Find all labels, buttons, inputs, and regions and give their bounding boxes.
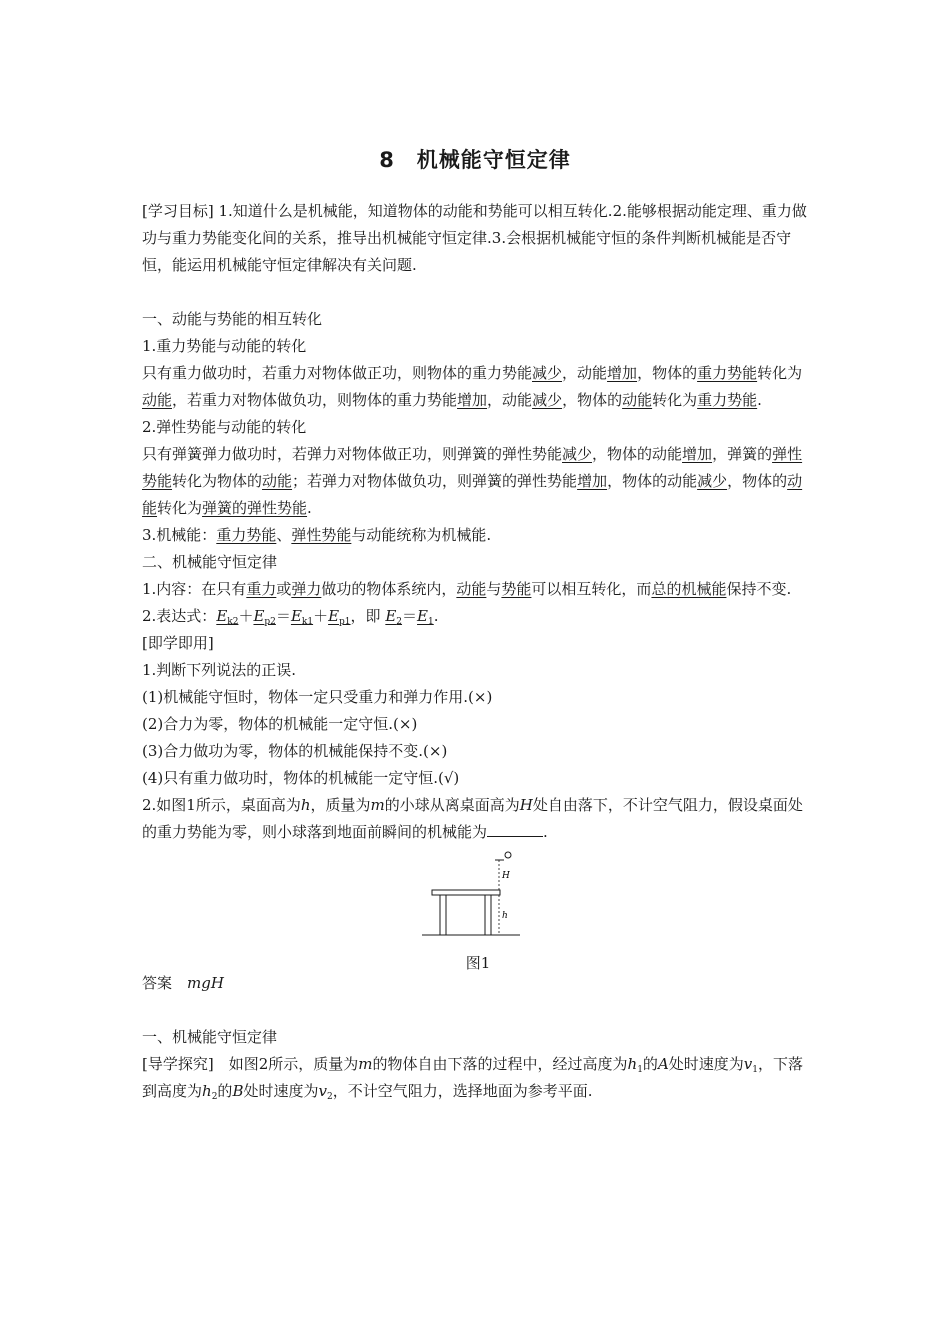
subsection-heading: 1.重力势能与动能的转化 — [142, 337, 307, 355]
paragraph-law-content: 1.内容：在只有重力或弹力做功的物体系统内，动能与势能可以相互转化，而总的机械能保持不变. — [142, 580, 792, 598]
fill-answer: 增加 — [457, 391, 488, 409]
fill-answer: 增加 — [682, 445, 713, 463]
paragraph-elastic-kinetic: 只有弹簧弹力做功时，若弹力对物体做正功，则弹簧的弹性势能减少，物体的动能增加，弹簧的弹性势能转化为物体的动能；若弹力对物体做负功，则弹簧的弹性势能增加，物体的动能减少，物体的动能转化为弹簧的弹性势能. — [142, 445, 803, 517]
fill-answer: 动能 — [262, 472, 293, 490]
ball — [505, 852, 511, 858]
formula-term: $E_1$ — [417, 607, 434, 627]
document-body — [142, 198, 814, 1105]
objectives-label: [学习目标] — [142, 202, 214, 220]
table-ball-diagram — [422, 850, 542, 948]
quiz-question-1: 1.判断下列说法的正误. — [142, 661, 297, 679]
explore-paragraph: [导学探究] 如图2所示，质量为m的物体自由下落的过程中，经过高度为$h_1$的A处时速度为$v_1$，下落到高度为$h_2$的B处时速度为$v_2$，不计空气阻力，选择地面为参考平面. — [142, 1055, 804, 1102]
quiz-label: [即学即用] — [142, 634, 214, 652]
answer-blank — [487, 822, 543, 837]
formula-term: $E_{k2}$ — [216, 607, 239, 627]
fill-answer: 弹簧的弹性势能 — [202, 499, 308, 517]
fill-answer: 增加 — [607, 364, 638, 382]
answer-label: 答案 — [142, 974, 173, 992]
figure-1 — [142, 850, 814, 970]
quiz-item: (4)只有重力做功时，物体的机械能一定守恒.(√) — [142, 769, 460, 787]
fill-answer: 重力势能 — [697, 364, 758, 382]
fill-answer: 增加 — [577, 472, 608, 490]
fill-answer: 重力势能 — [216, 526, 277, 544]
fill-answer: 势能 — [501, 580, 532, 598]
fill-answer: 重力 — [246, 580, 277, 598]
fill-answer: 减少 — [697, 472, 728, 490]
fill-answer: 减少 — [532, 364, 563, 382]
section-heading: 一、动能与势能的相互转化 — [142, 310, 323, 328]
table-top — [432, 890, 500, 895]
answer-value: mgH — [187, 974, 224, 992]
formula-term: $E_{p1}$ — [328, 607, 351, 627]
formula-term: $E_{k1}$ — [290, 607, 314, 627]
paragraph-gravity-kinetic: 只有重力做功时，若重力对物体做正功，则物体的重力势能减少，动能增加，物体的重力势能转化为动能，若重力对物体做负功，则物体的重力势能增加，动能减少，物体的动能转化为重力势能. — [142, 364, 803, 409]
fill-answer: 减少 — [532, 391, 563, 409]
fill-answer: 弹力 — [291, 580, 322, 598]
section-heading: 一、机械能守恒定律 — [142, 1028, 278, 1046]
expression-line: 2.表达式：$E_{k2}+E_{p2}=E_{k1}+E_{p1}$，即 $E_2=E_1$. — [142, 607, 439, 627]
fill-answer: 动能 — [142, 472, 803, 517]
quiz-item: (1)机械能守恒时，物体一定只受重力和弹力作用.(×) — [142, 688, 493, 706]
page-title: 8 机械能守恒定律 — [379, 148, 571, 172]
subsection-heading: 2.弹性势能与动能的转化 — [142, 418, 307, 436]
label-H: H — [502, 871, 510, 881]
fill-answer: 动能 — [456, 580, 487, 598]
quiz-item: (3)合力做功为零，物体的机械能保持不变.(×) — [142, 742, 448, 760]
fill-answer: 总的机械能 — [651, 580, 727, 598]
fill-answer: 弹性势能 — [142, 445, 803, 490]
formula-term: $E_2$ — [385, 607, 403, 627]
fill-answer: 重力势能 — [697, 391, 758, 409]
quiz-question-2: 2.如图1所示，桌面高为h，质量为m的小球从离桌面高为H处自由落下，不计空气阻力，假设桌面处的重力势能为零，则小球落到地面前瞬间的机械能为 . — [142, 796, 803, 841]
fill-answer: 动能 — [142, 391, 173, 409]
section-heading: 二、机械能守恒定律 — [142, 553, 278, 571]
explore-label: [导学探究] — [142, 1055, 214, 1073]
label-h: h — [502, 911, 508, 921]
fill-answer: 动能 — [622, 391, 653, 409]
learning-objectives — [142, 198, 814, 279]
figure-caption: 图1 — [465, 954, 491, 972]
formula-term: $E_{p2}$ — [253, 607, 276, 627]
fill-answer: 弹性势能 — [291, 526, 352, 544]
objectives-text: 1.知道什么是机械能，知道物体的动能和势能可以相互转化.2.能够根据动能定理、重力做功与重力势能变化间的关系，推导出机械能守恒定律.3.会根据机械能守恒的条件判断机械能是否守恒，能运用机械能守恒定律解决有关问题. — [142, 202, 807, 274]
fill-answer: 减少 — [562, 445, 593, 463]
paragraph-mechanical-energy: 3.机械能：重力势能、弹性势能与动能统称为机械能. — [142, 526, 492, 544]
quiz-item: (2)合力为零，物体的机械能一定守恒.(×) — [142, 715, 418, 733]
